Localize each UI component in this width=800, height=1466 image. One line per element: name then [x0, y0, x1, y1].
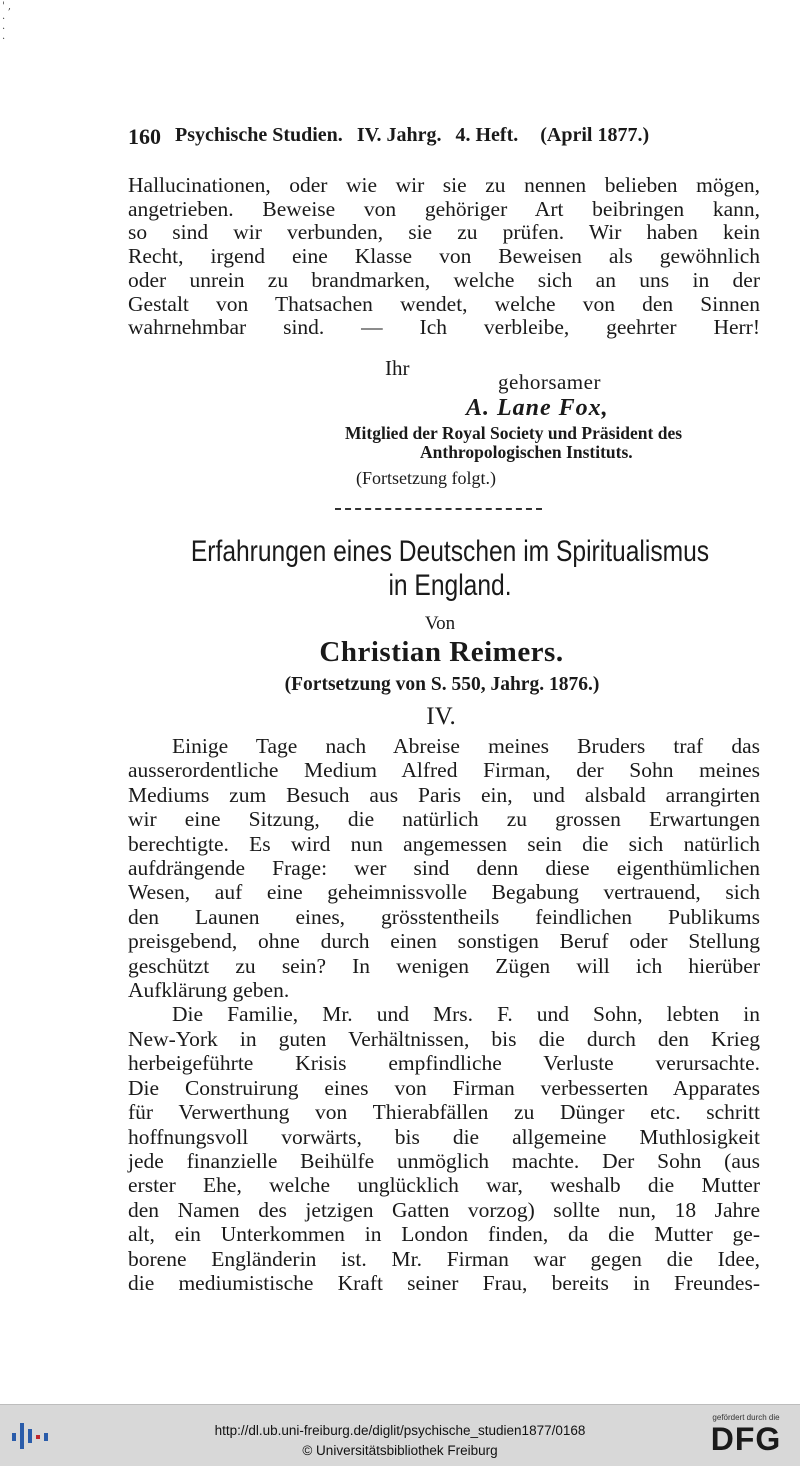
- text-line: für Verwerthung von Thierabfällen zu Dünger etc. schritt: [128, 1100, 760, 1125]
- speck: ' ,: [2, 1, 12, 12]
- text-line: preisgebend, ohne durch einen sonstigen Beruf oder Stellung: [128, 929, 760, 954]
- signature-title-line2: Anthropologischen Instituts.: [420, 442, 633, 462]
- copyright-notice: © Universitätsbibliothek Freiburg: [302, 1443, 498, 1458]
- text-line: geschützt zu sein? In wenigen Zügen will ich hierüber: [128, 953, 760, 978]
- text-line: New-York in guten Verhältnissen, bis die durch den Krieg: [128, 1026, 760, 1051]
- text-line: hoffnungsvoll vorwärts, bis die allgemeine Muthlosigkeit: [128, 1124, 760, 1149]
- text-line: Wesen, auf eine geheimnissvolle Begabung vertrauend, sich: [128, 880, 760, 905]
- dfg-logo[interactable]: [700, 1413, 792, 1463]
- letter-text: [128, 174, 760, 340]
- author-name: Christian Reimers.: [319, 636, 564, 668]
- running-head: [128, 124, 768, 150]
- text-line: wir eine Sitzung, die natürlich zu grossen Erwartungen: [128, 807, 760, 832]
- viewer-footer: [0, 1404, 800, 1466]
- text-line: Hallucinationen, oder wie wir sie zu nennen belieben mögen,: [128, 173, 760, 197]
- issue-date: (April 1877.): [540, 124, 650, 146]
- permalink-url[interactable]: http://dl.ub.uni-freiburg.de/diglit/psychische_studien1877/0168: [214, 1423, 586, 1438]
- text-line: so sind wir verbunden, sie zu prüfen. Wir haben kein: [128, 220, 760, 245]
- text-line: alt, ein Unterkommen in London finden, da die Mutter ge-: [128, 1222, 760, 1247]
- text-line: die mediumistische Kraft seiner Frau, bereits in Freundes-: [128, 1270, 760, 1295]
- text-line: wahrnehmbar sind. — Ich verbleibe, geehrter Herr!: [128, 315, 760, 340]
- speck: .: [2, 21, 6, 32]
- dfg-logo-text: DFG: [710, 1421, 782, 1457]
- text-line: Aufklärung geben.: [128, 978, 290, 1003]
- text-line: den Namen des jetzigen Gatten vorzog) sollte nun, 18 Jahre: [128, 1197, 760, 1222]
- closing-ihr: Ihr: [385, 356, 410, 380]
- text-line: angetrieben. Beweise von gehöriger Art beibringen kann,: [128, 196, 760, 221]
- text-line: Die Familie, Mr. und Mrs. F. und Sohn, lebten in: [172, 1002, 760, 1027]
- article-body: [128, 734, 760, 1295]
- text-line: Die Construirung eines von Firman verbesserten Apparates: [128, 1075, 760, 1100]
- text-line: erster Ehe, welche unglücklich war, weshalb die Mutter: [128, 1173, 760, 1198]
- speck: .: [2, 31, 6, 42]
- text-line: aufdrängende Frage: wer sind denn diese eigenthümlichen: [128, 856, 760, 881]
- text-line: berechtigte. Es wird nun angemessen sein die sich natürlich: [128, 831, 760, 856]
- text-line: Mediums zum Besuch aus Paris ein, und alsbald arrangirten: [128, 782, 760, 807]
- article-continuation-note: (Fortsetzung von S. 550, Jahrg. 1876.): [284, 674, 600, 695]
- signature-title-line1: Mitglied der Royal Society und Präsident des: [345, 423, 683, 443]
- dfg-caption: gefördert durch die: [712, 1413, 780, 1422]
- text-line: den Launen eines, grösstentheils feindlichen Publikums: [128, 904, 760, 929]
- continuation-note: (Fortsetzung folgt.): [356, 468, 496, 488]
- text-line: jede finanzielle Beihülfe unmöglich machte. Der Sohn (aus: [128, 1148, 760, 1173]
- speck: .: [2, 11, 6, 22]
- text-line: oder unrein zu brandmarken, welche sich an uns in der: [128, 267, 760, 292]
- section-number: IV.: [426, 703, 456, 730]
- text-line: Gestalt von Thatsachen wendet, welche von den Sinnen: [128, 291, 760, 316]
- text-line: ausserordentliche Medium Alfred Firman, der Sohn meines: [128, 758, 760, 783]
- byline-von: Von: [424, 613, 456, 634]
- signature-name: A. Lane Fox,: [466, 395, 609, 421]
- issue: 4. Heft.: [455, 124, 519, 146]
- section-divider: [335, 508, 542, 513]
- closing-gehorsamer: gehorsamer: [498, 370, 601, 394]
- journal-name: Psychische Studien.: [175, 124, 343, 146]
- page-number: 160: [128, 124, 161, 149]
- text-line: borene Engländerin ist. Mr. Firman war gegen die Idee,: [128, 1246, 760, 1271]
- article-title-line1: Erfahrungen eines Deutschen im Spiritualismus: [190, 535, 710, 568]
- scan-specks: [2, 2, 11, 42]
- text-line: herbeigeführte Krisis empfindliche Verluste verursachte.: [128, 1051, 760, 1076]
- text-line: Einige Tage nach Abreise meines Bruders traf das: [172, 734, 760, 758]
- volume: IV. Jahrg.: [356, 124, 442, 146]
- article-title-line2: in England.: [388, 569, 512, 602]
- text-line: Recht, irgend eine Klasse von Beweisen als gewöhnlich: [128, 244, 760, 269]
